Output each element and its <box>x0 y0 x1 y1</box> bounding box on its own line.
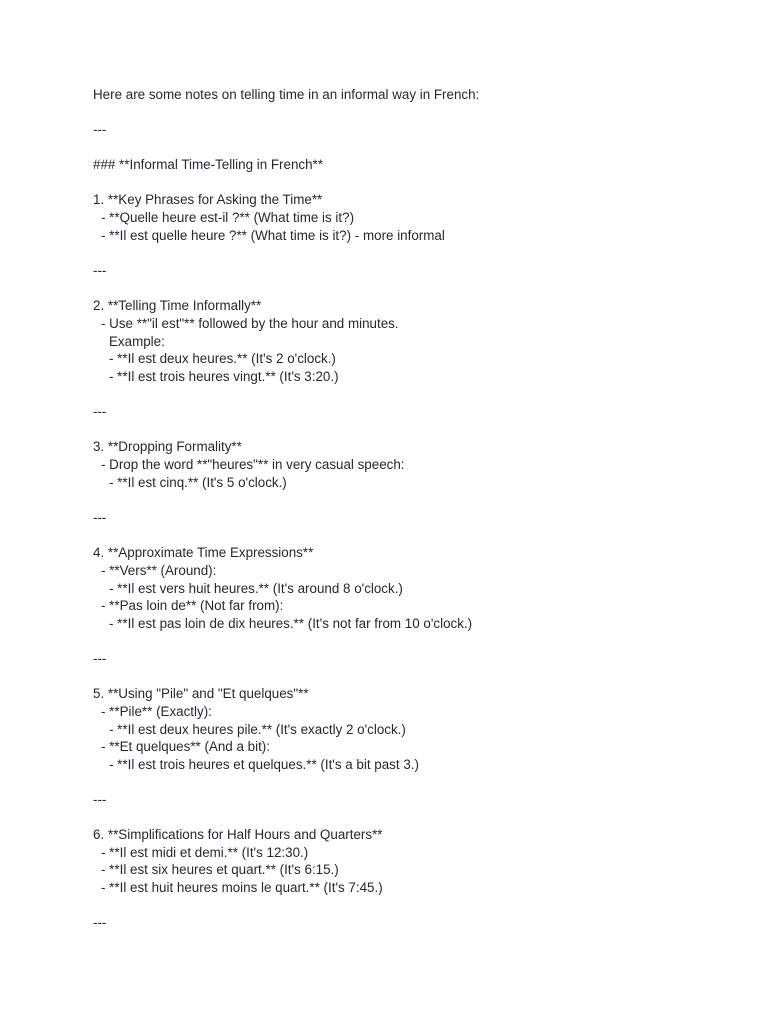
section-3-example: - **Il est cinq.** (It's 5 o'clock.) <box>109 475 287 490</box>
divider: --- <box>93 651 107 666</box>
section-2-example: - **Il est trois heures vingt.** (It's 3:20.) <box>109 369 339 384</box>
section-5-item: - **Pile** (Exactly): <box>101 704 212 719</box>
section-3-title: 3. **Dropping Formality** <box>93 439 242 454</box>
section-3-item: - Drop the word **"heures"** in very casual speech: <box>101 457 405 472</box>
section-4-example: - **Il est vers huit heures.** (It's around 8 o'clock.) <box>109 581 403 596</box>
divider: --- <box>93 510 107 525</box>
section-4-item: - **Vers** (Around): <box>101 563 217 578</box>
section-6-item: - **Il est huit heures moins le quart.** (It's 7:45.) <box>101 880 383 895</box>
divider: --- <box>93 122 107 137</box>
section-4-item: - **Pas loin de** (Not far from): <box>101 598 284 613</box>
section-1-item: - **Quelle heure est-il ?** (What time is it?) <box>101 210 355 225</box>
divider: --- <box>93 404 107 419</box>
section-5-title: 5. **Using "Pile" and "Et quelques"** <box>93 686 309 701</box>
section-6-item: - **Il est midi et demi.** (It's 12:30.) <box>101 845 309 860</box>
intro-text: Here are some notes on telling time in an informal way in French: <box>93 87 480 102</box>
section-1-item: - **Il est quelle heure ?** (What time is it?) - more informal <box>101 228 445 243</box>
section-2-item: - Use **"il est"** followed by the hour and minutes. <box>101 316 399 331</box>
section-5-example: - **Il est trois heures et quelques.** (It's a bit past 3.) <box>109 757 419 772</box>
heading: ### **Informal Time-Telling in French** <box>93 157 323 172</box>
divider: --- <box>93 915 107 930</box>
section-2-example: - **Il est deux heures.** (It's 2 o'clock.) <box>109 351 336 366</box>
divider: --- <box>93 792 107 807</box>
section-2-example-label: Example: <box>109 334 165 349</box>
section-1-title: 1. **Key Phrases for Asking the Time** <box>93 192 323 207</box>
section-4-example: - **Il est pas loin de dix heures.** (It's not far from 10 o'clock.) <box>109 616 473 631</box>
section-4-title: 4. **Approximate Time Expressions** <box>93 545 314 560</box>
divider: --- <box>93 263 107 278</box>
section-6-title: 6. **Simplifications for Half Hours and Quarters** <box>93 827 383 842</box>
section-5-example: - **Il est deux heures pile.** (It's exactly 2 o'clock.) <box>109 722 406 737</box>
section-2-title: 2. **Telling Time Informally** <box>93 298 262 313</box>
section-6-item: - **Il est six heures et quart.** (It's 6:15.) <box>101 862 339 877</box>
section-5-item: - **Et quelques** (And a bit): <box>101 739 270 754</box>
